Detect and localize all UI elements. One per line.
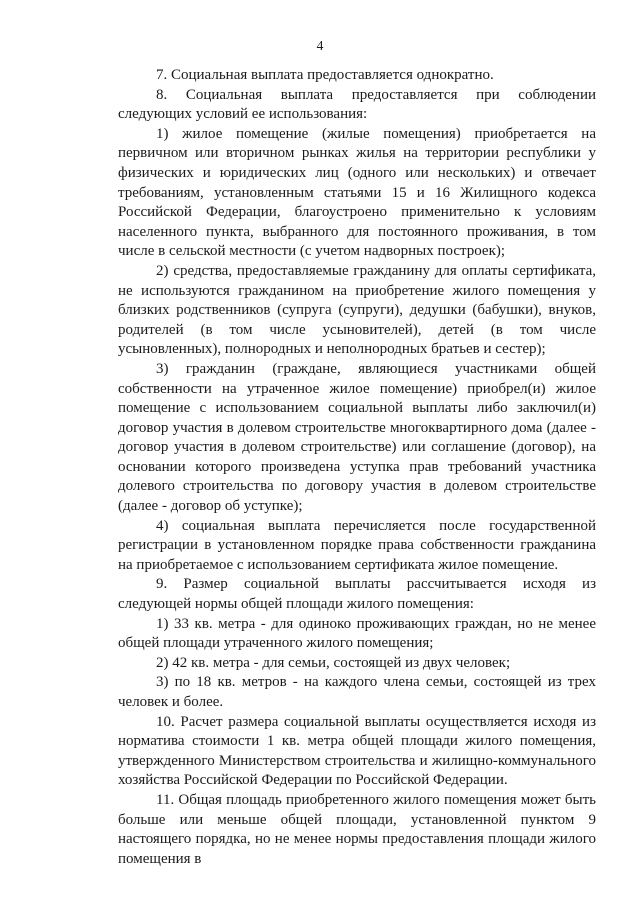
paragraph-8-item-4: 4) социальная выплата перечисляется после государственной регистрации в установленном порядке права собственности гражданина на приобретаемое с использованием сертификата жилое помещение. — [118, 517, 596, 573]
paragraph-8-item-2: 2) средства, предоставляемые гражданину для оплаты сертификата, не используются гражданином на приобретение жилого помещения у близких родственников (супруга (супруги), дедушки (бабушки), внуков, родителей (в том числе усыновителей), детей (в том числе усыновленных), полнородных и неполнородных братьев и сестер); — [118, 262, 596, 358]
paragraph-9: 9. Размер социальной выплаты рассчитывается исходя из следующей нормы общей площади жилого помещения: — [118, 576, 596, 613]
paragraph-8-item-3: 3) гражданин (граждане, являющиеся участниками общей собственности на утраченное жилое помещение) приобрел(и) жилое помещение с использованием социальной выплаты либо заключил(и) договор участия в долевом строительстве многоквартирного дома (далее - договор участия в долевом строительстве) или соглашение (договор), на основании которого произведена уступка прав требований участника долевого строительства по договору участия в долевом строительстве (далее - договор об уступке); — [118, 360, 596, 515]
page-number: 4 — [316, 38, 324, 53]
paragraph-7: 7. Социальная выплата предоставляется однократно. — [156, 67, 494, 83]
paragraph-8: 8. Социальная выплата предоставляется при соблюдении следующих условий ее использования: — [118, 86, 596, 123]
paragraph-9-item-1: 1) 33 кв. метра - для одиноко проживающих граждан, но не менее общей площади утраченного жилого помещения; — [118, 615, 596, 652]
paragraph-10: 10. Расчет размера социальной выплаты осуществляется исходя из норматива стоимости 1 кв. метра общей площади жилого помещения, утвержденного Министерством строительства и жилищно-коммунального хозяйства Российской Федерации по Российской Федерации. — [118, 713, 596, 789]
document-body — [118, 66, 596, 869]
paragraph-8-item-1: 1) жилое помещение (жилые помещения) приобретается на первичном или вторичном рынках жилья на территории республики у физических и юридических лиц (одного или нескольких) и отвечает требованиям, установленным статьями 15 и 16 Жилищного кодекса Российской Федерации, благоустроено применительно к условиям населенного пункта, выбранного для постоянного проживания, в том числе в сельской местности (с учетом надворных построек); — [118, 125, 596, 260]
paragraph-9-item-2: 2) 42 кв. метра - для семьи, состоящей из двух человек; — [156, 654, 511, 671]
paragraph-11: 11. Общая площадь приобретенного жилого помещения может быть больше или меньше общей площади, установленной пунктом 9 настоящего порядка, но не менее нормы предоставления площади жилого помещения в — [118, 791, 596, 867]
paragraph-9-item-3: 3) по 18 кв. метров - на каждого члена семьи, состоящей из трех человек и более. — [118, 674, 596, 710]
